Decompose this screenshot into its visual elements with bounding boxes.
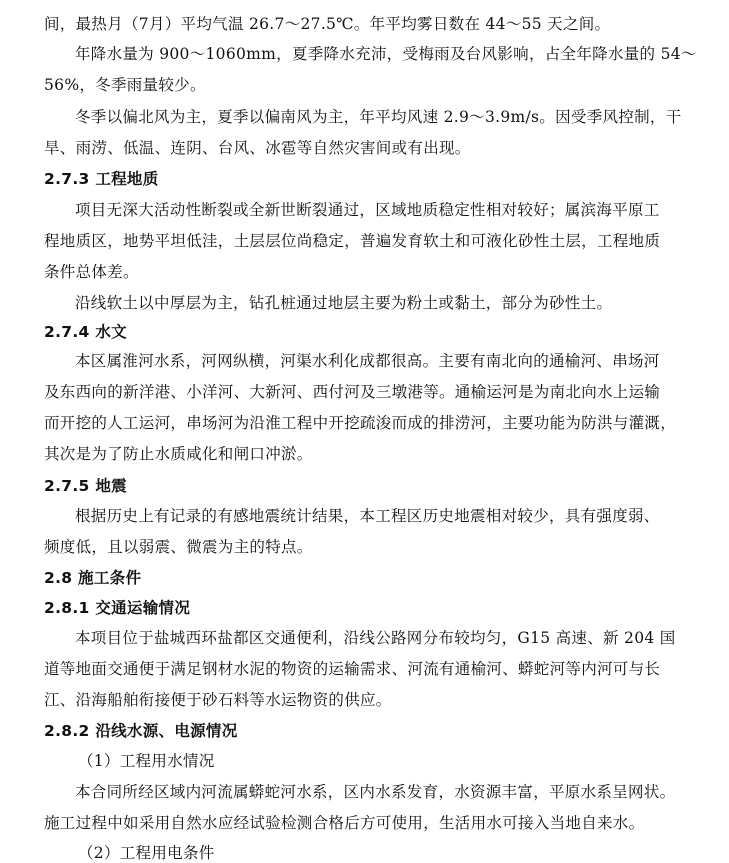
paragraph-line: 冬季以偏北风为主，夏季以偏南风为主，年平均风速 2.9～3.9m/s。因受季风控制，干 bbox=[75, 108, 682, 126]
paragraph-line: 而开挖的人工运河，串场河为沿淮工程中开挖疏浚而成的排涝河，主要功能为防洪与灌溉， bbox=[44, 414, 677, 432]
paragraph-line: 旱、雨涝、低温、连阴、台风、冰雹等自然灾害间或有出现。 bbox=[44, 139, 471, 157]
section-heading-2-8-2: 2.8.2 沿线水源、电源情况 bbox=[44, 722, 238, 740]
section-heading-2-7-5: 2.7.5 地震 bbox=[44, 477, 127, 495]
paragraph-line: 施工过程中如采用自然水应经试验检测合格后方可使用，生活用水可接入当地自来水。 bbox=[44, 814, 645, 832]
section-heading-2-8-1: 2.8.1 交通运输情况 bbox=[44, 599, 191, 617]
paragraph-line: 本项目位于盐城西环盐都区交通便利，沿线公路网分布较均匀，G15 高速、新 204 国 bbox=[75, 629, 676, 647]
paragraph-line: 年降水量为 900～1060mm，夏季降水充沛，受梅雨及台风影响，占全年降水量的 54～ bbox=[75, 45, 697, 63]
paragraph-line: 条件总体差。 bbox=[44, 263, 139, 281]
paragraph-line: 本区属淮河水系，河网纵横，河渠水利化成都很高。主要有南北向的通榆河、串场河 bbox=[75, 352, 660, 370]
list-item-water: （1）工程用水情况 bbox=[78, 752, 215, 770]
paragraph-line: 程地质区，地势平坦低洼，土层层位尚稳定，普遍发育软土和可液化砂性土层，工程地质 bbox=[44, 232, 661, 250]
paragraph-line: 其次是为了防止水质咸化和闸口冲淤。 bbox=[44, 445, 313, 463]
section-heading-2-7-3: 2.7.3 工程地质 bbox=[44, 170, 159, 188]
paragraph-line: 沿线软土以中厚层为主，钻孔桩通过地层主要为粉土或黏土，部分为砂性土。 bbox=[75, 294, 613, 312]
paragraph-line: 56%，冬季雨量较少。 bbox=[44, 76, 206, 94]
paragraph-line: 间，最热月（7月）平均气温 26.7～27.5℃。年平均雾日数在 44～55 天之间。 bbox=[44, 15, 611, 33]
list-item-power: （2）工程用电条件 bbox=[78, 844, 215, 862]
paragraph-line: 本合同所经区域内河流属蟒蛇河水系，区内水系发育，水资源丰富，平原水系呈网状。 bbox=[75, 783, 676, 801]
section-heading-2-8: 2.8 施工条件 bbox=[44, 569, 142, 587]
paragraph-line: 频度低，且以弱震、微震为主的特点。 bbox=[44, 538, 313, 556]
paragraph-line: 及东西向的新洋港、小洋河、大新河、西付河及三墩港等。通榆运河是为南北向水上运输 bbox=[44, 383, 661, 401]
paragraph-line: 根据历史上有记录的有感地震统计结果，本工程区历史地震相对较少，具有强度弱、 bbox=[75, 507, 660, 525]
paragraph-line: 道等地面交通便于满足钢材水泥的物资的运输需求、河流有通榆河、蟒蛇河等内河可与长 bbox=[44, 660, 661, 678]
paragraph-line: 江、沿海船舶衔接便于砂石料等水运物资的供应。 bbox=[44, 691, 392, 709]
paragraph-line: 项目无深大活动性断裂或全新世断裂通过，区域地质稳定性相对较好；属滨海平原工 bbox=[75, 201, 660, 219]
section-heading-2-7-4: 2.7.4 水文 bbox=[44, 323, 127, 341]
